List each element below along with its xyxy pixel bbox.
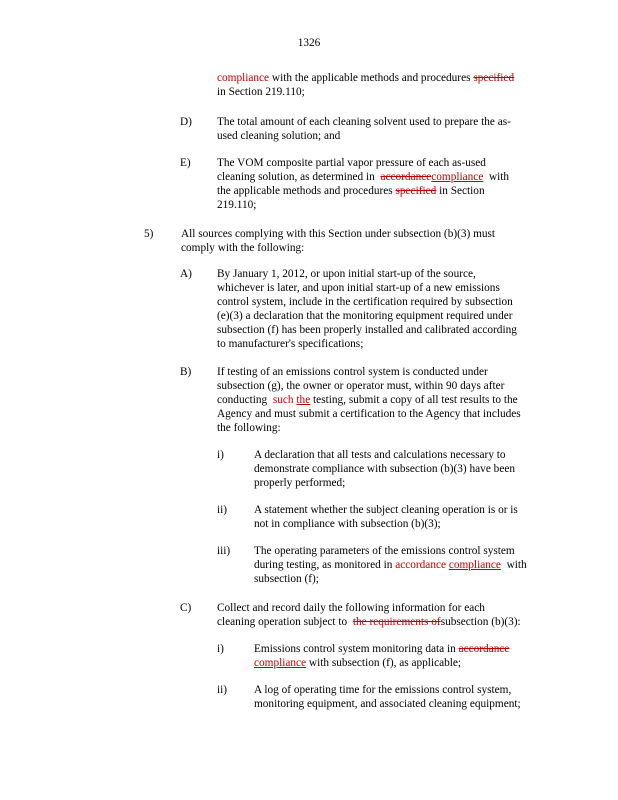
text: A declaration that all tests and calculations necessary to	[254, 449, 506, 461]
item-e-text	[217, 157, 509, 213]
inserted-text: compliance	[431, 170, 484, 183]
item-5b-iii-text	[254, 545, 527, 587]
item-5b-text	[217, 366, 521, 436]
text: subsection (b)(3):	[440, 615, 521, 628]
text: in Section	[439, 184, 485, 197]
text: control system, include in the certification required by subsection	[217, 295, 513, 308]
text: the following:	[217, 421, 281, 434]
deleted-text: the requirements of	[352, 615, 441, 628]
item-label: D)	[180, 116, 192, 128]
text: to manufacturer's specifications;	[217, 337, 364, 350]
text: (e)(3) a declaration that the monitoring equipment required under	[217, 309, 513, 322]
text: A statement whether the subject cleaning operation is or is	[254, 504, 518, 516]
text: during testing, as monitored in	[254, 558, 393, 571]
item-label: iii)	[217, 545, 231, 557]
text: comply with the following:	[181, 241, 305, 254]
text: testing, submit a copy of all test results to the	[313, 393, 518, 406]
deleted-text: specified	[473, 72, 515, 84]
item-5-text	[181, 228, 495, 256]
item-label: E)	[180, 157, 191, 169]
item-5c-text	[217, 602, 521, 630]
deleted-text: accordance	[380, 170, 432, 183]
inserted-text: such	[272, 393, 294, 406]
text: A log of operating time for the emissions control system,	[254, 684, 512, 696]
text: subsection (f) has been properly installed and calibrated according	[217, 323, 517, 336]
text: If testing of an emissions control system is conducted under	[217, 366, 488, 378]
item-5c-ii-text	[254, 684, 521, 712]
deleted-text: specified	[395, 184, 437, 197]
item-label: C)	[180, 602, 192, 614]
text: All sources complying with this Section under subsection (b)(3) must	[181, 228, 496, 240]
text: subsection (f);	[254, 572, 319, 585]
inserted-text: compliance	[217, 72, 270, 84]
text: conducting	[217, 393, 268, 406]
inserted-text: the	[296, 393, 311, 406]
item-label: 5)	[144, 228, 154, 240]
text: monitoring equipment, and associated cleaning equipment;	[254, 697, 521, 710]
text: 219.110;	[217, 198, 257, 211]
item-label: A)	[180, 268, 192, 280]
text: properly performed;	[254, 476, 346, 489]
text: cleaning operation subject to	[217, 615, 348, 628]
inserted-text: compliance	[448, 558, 501, 571]
text: Agency and must submit a certification to the Agency that includes	[217, 407, 521, 420]
text: The operating parameters of the emissions control system	[254, 545, 515, 557]
deleted-text: accordance	[458, 643, 510, 655]
text: with	[506, 558, 527, 571]
text: whichever is later, and upon initial start-up of a new emissions	[217, 281, 500, 294]
continuation-paragraph	[217, 72, 514, 100]
text: with	[489, 170, 510, 183]
text: not in compliance with subsection (b)(3);	[254, 517, 441, 530]
text: The total amount of each cleaning solvent used to prepare the as-	[217, 116, 511, 128]
text: Collect and record daily the following information for each	[217, 602, 485, 614]
item-d-text	[217, 116, 511, 144]
item-label: i)	[217, 643, 224, 655]
text: Emissions control system monitoring data in	[254, 643, 456, 655]
item-5b-ii-text	[254, 504, 518, 532]
text: By January 1, 2012, or upon initial start-up of the source,	[217, 268, 476, 280]
page-number: 1326	[297, 37, 321, 49]
item-5a-text	[217, 268, 517, 351]
text: with subsection (f), as applicable;	[308, 656, 462, 669]
text: The VOM composite partial vapor pressure of each as-used	[217, 157, 486, 169]
text: used cleaning solution; and	[217, 129, 341, 142]
inserted-text: compliance	[254, 656, 307, 669]
item-label: ii)	[217, 504, 228, 516]
text: subsection (g), the owner or operator must, within 90 days after	[217, 379, 505, 392]
text: the applicable methods and procedures	[217, 184, 393, 197]
item-5c-i-text	[254, 643, 509, 671]
text: demonstrate compliance with subsection (b)(3) have been	[254, 462, 515, 475]
text: cleaning solution, as determined in	[217, 170, 375, 183]
text: in Section 219.110;	[217, 85, 305, 98]
item-5b-i-text	[254, 449, 515, 491]
item-label: B)	[180, 366, 192, 378]
item-label: i)	[217, 449, 224, 461]
item-label: ii)	[217, 684, 228, 696]
text: with the applicable methods and procedures	[271, 72, 471, 84]
inserted-text: accordance	[395, 558, 446, 571]
